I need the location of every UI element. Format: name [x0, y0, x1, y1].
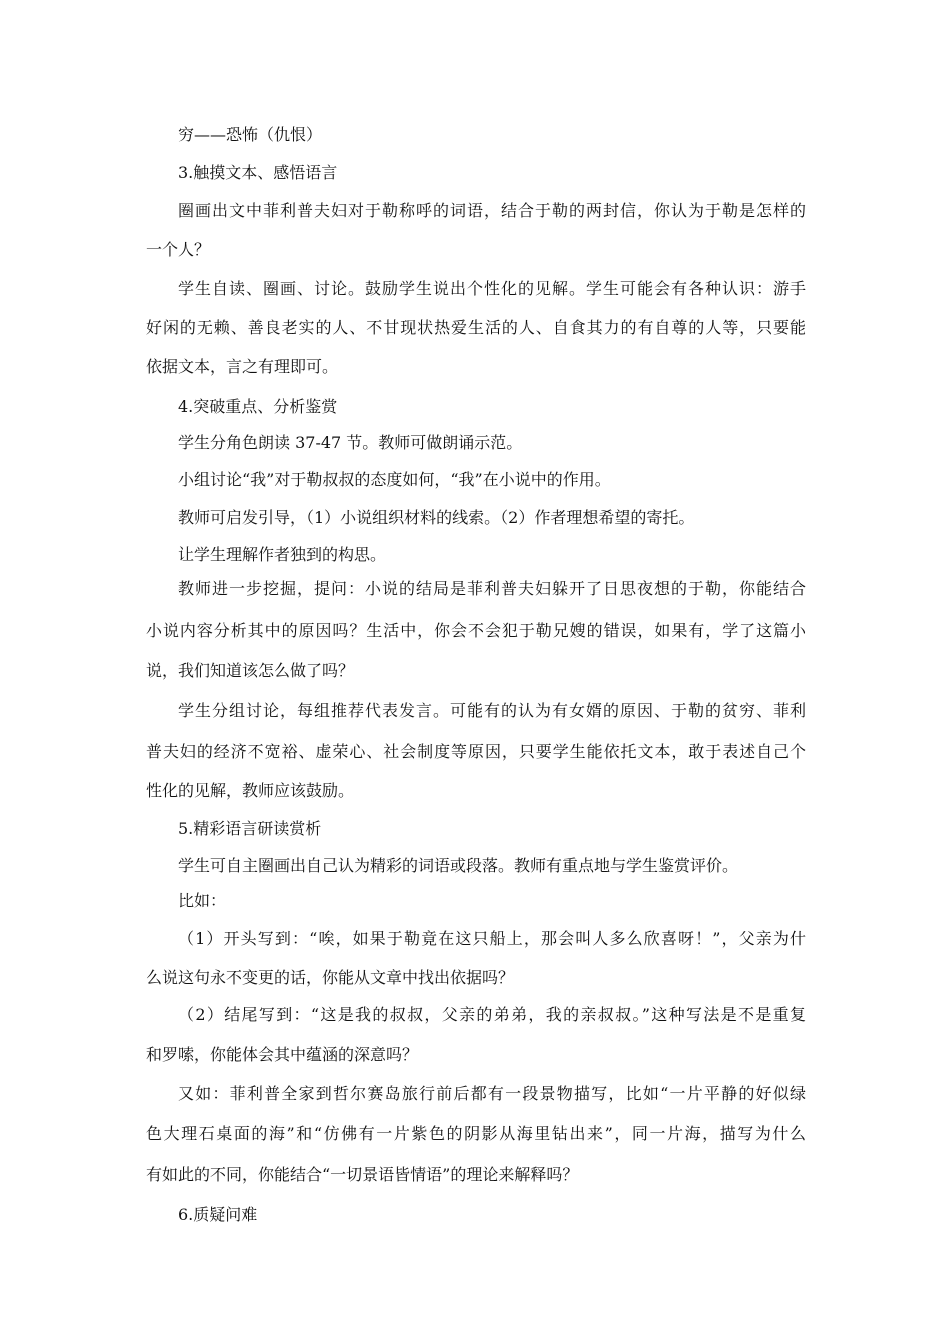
section-heading: 3.触摸文本、感悟语言 — [178, 163, 338, 182]
text-line: 让学生理解作者独到的构思。 — [178, 545, 387, 564]
text-line: 和罗嗦，你能体会其中蕴涵的深意吗？ — [146, 1045, 419, 1064]
section-heading: 4.突破重点、分析鉴赏 — [178, 397, 338, 416]
text-line: 依据文本，言之有理即可。 — [146, 357, 339, 376]
text-line: （1）开头写到：“唉，如果于勒竟在这只船上，那会叫人多么欣喜呀！”，父亲为什 — [178, 929, 806, 948]
text-line: 圈画出文中菲利普夫妇对于勒称呼的词语，结合于勒的两封信，你认为于勒是怎样的 — [178, 201, 806, 220]
text-line: 教师可启发引导，（1）小说组织材料的线索。（2）作者理想希望的寄托。 — [178, 508, 695, 527]
text-line: 学生可自主圈画出自己认为精彩的词语或段落。教师有重点地与学生鉴赏评价。 — [178, 856, 739, 875]
text-line: 色大理石桌面的海”和“仿佛有一片紫色的阴影从海里钻出来”，同一片海，描写为什么 — [146, 1124, 806, 1143]
text-line: 学生分角色朗读 37-47 节。教师可做朗诵示范。 — [178, 433, 523, 452]
text-line: 小说内容分析其中的原因吗？生活中，你会不会犯于勒兄嫂的错误，如果有，学了这篇小 — [146, 621, 806, 640]
text-line: 又如：菲利普全家到哲尔赛岛旅行前后都有一段景物描写，比如“一片平静的好似绿 — [178, 1084, 806, 1103]
text-line: 学生分组讨论，每组推荐代表发言。可能有的认为有女婿的原因、于勒的贫穷、菲利 — [178, 701, 806, 720]
text-line: 一个人？ — [146, 240, 211, 259]
section-heading: 5.精彩语言研读赏析 — [178, 819, 322, 838]
text-line: 好闲的无赖、善良老实的人、不甘现状热爱生活的人、自食其力的有自尊的人等，只要能 — [146, 318, 806, 337]
text-line: 小组讨论“我”对于勒叔叔的态度如何，“我”在小说中的作用。 — [178, 470, 611, 489]
text-line: 么说这句永不变更的话，你能从文章中找出依据吗？ — [146, 968, 515, 987]
text-line: 性化的见解，教师应该鼓励。 — [146, 781, 355, 800]
text-line: 说，我们知道该怎么做了吗？ — [146, 661, 355, 680]
text-line: 穷——恐怖（仇恨） — [178, 125, 323, 144]
text-line: （2）结尾写到：“这是我的叔叔，父亲的弟弟，我的亲叔叔。”这种写法是不是重复 — [178, 1005, 806, 1024]
section-heading: 6.质疑问难 — [178, 1205, 258, 1224]
text-line: 有如此的不同，你能结合“一切景语皆情语”的理论来解释吗？ — [146, 1165, 579, 1184]
text-line: 普夫妇的经济不宽裕、虚荣心、社会制度等原因，只要学生能依托文本，敢于表述自己个 — [146, 742, 806, 761]
text-line: 教师进一步挖掘，提问：小说的结局是菲利普夫妇躲开了日思夜想的于勒，你能结合 — [178, 579, 806, 598]
text-line: 比如： — [178, 891, 227, 910]
text-line: 学生自读、圈画、讨论。鼓励学生说出个性化的见解。学生可能会有各种认识：游手 — [178, 279, 806, 298]
